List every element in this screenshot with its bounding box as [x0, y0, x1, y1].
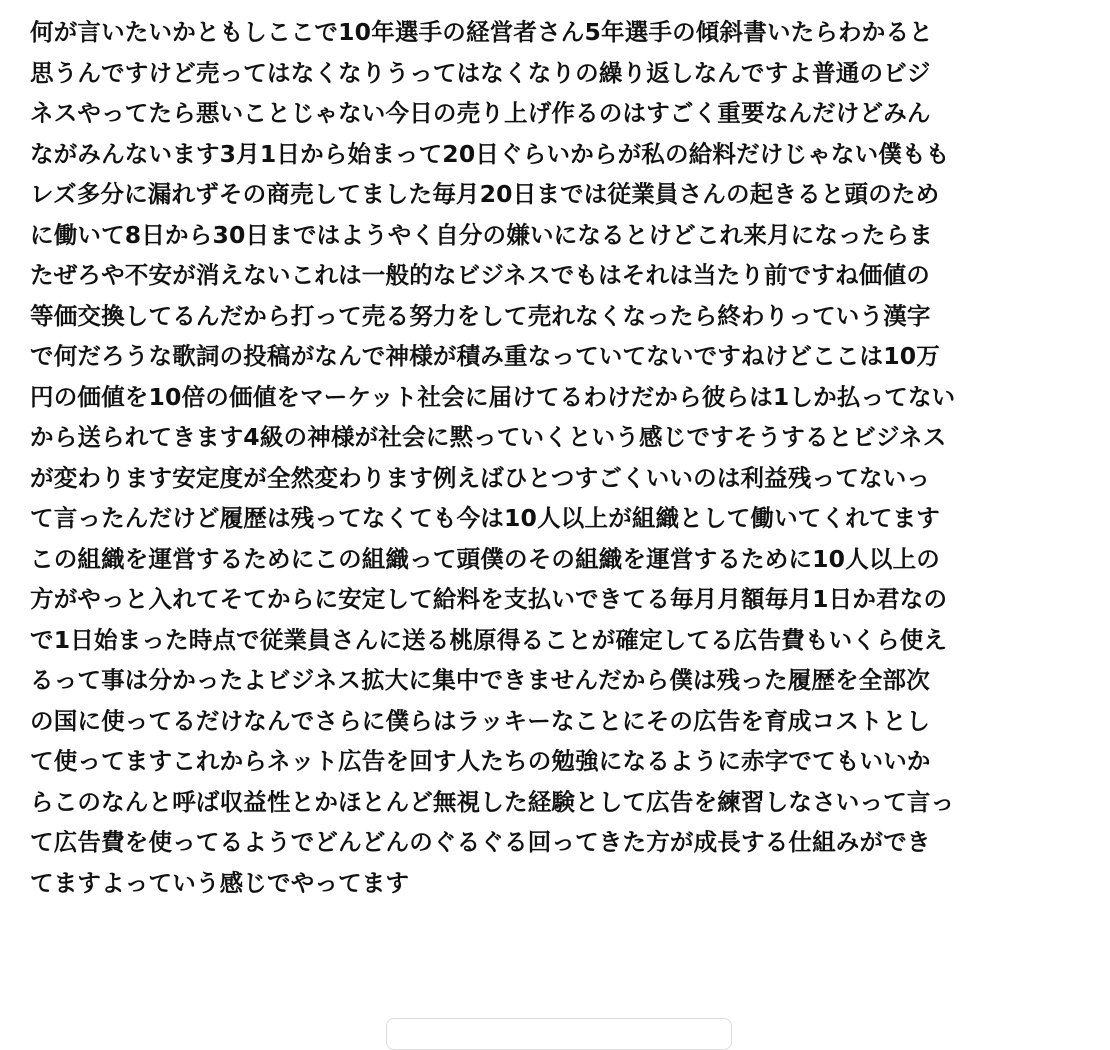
- text-line: 何が言いたいかともしここで10年選手の経営者さん5年選手の傾斜書いたらわかると: [30, 18, 933, 46]
- text-line: てますよっていう感じでやってます: [30, 868, 410, 897]
- text-line: 思うんですけど売ってはなくなりうってはなくなりの繰り返しなんですよ普通のビジ: [30, 58, 931, 87]
- text-line: に働いて8日から30日まではようやく自分の嫌いになるとけどこれ来月になったらま: [30, 220, 933, 249]
- transcript-text: [30, 12, 1092, 903]
- text-line: の国に使ってるだけなんでさらに僕らはラッキーなことにその広告を育成コストとし: [30, 706, 931, 735]
- text-line: ネスやってたら悪いことじゃない今日の売り上げ作るのはすごく重要なんだけどみん: [30, 99, 931, 127]
- text-line: この組織を運営するためにこの組織って頭僕のその組織を運営するために10人以上の: [30, 544, 941, 573]
- text-line: レズ多分に漏れずその商売してました毎月20日までは従業員さんの起きると頭のため: [30, 180, 940, 208]
- text-line: 方がやっと入れてそてからに安定して給料を支払いできてる毎月月額毎月1日か君なの: [30, 585, 948, 613]
- text-line: て言ったんだけど履歴は残ってなくても今は10人以上が組織として働いてくれてます: [30, 504, 941, 532]
- text-line: らこのなんと呼ば収益性とかほとんど無視した経験として広告を練習しなさいって言っ: [30, 787, 955, 816]
- text-line: が変わります安定度が全然変わります例えばひとつすごくいいのは利益残ってないっ: [30, 463, 931, 492]
- bottom-panel-tab[interactable]: [386, 1018, 732, 1050]
- text-line: で何だろうな歌詞の投稿がなんで神様が積み重なっていてないですねけどここは10万: [30, 342, 941, 370]
- text-line: るって事は分かったよビジネス拡大に集中できませんだから僕は残った履歴を全部次: [30, 666, 930, 694]
- text-line: て広告費を使ってるようでどんどんのぐるぐる回ってきた方が成長する仕組みができ: [30, 828, 931, 856]
- text-line: 等価交換してるんだから打って売る努力をして売れなくなったら終わりっていう漢字: [30, 301, 931, 330]
- text-line: で1日始まった時点で従業員さんに送る桃原得ることが確定してる広告費もいくら使え: [30, 625, 948, 654]
- text-line: から送られてきます4級の神様が社会に黙っていくという感じですそうするとビジネス: [30, 423, 947, 451]
- text-line: て使ってますこれからネット広告を回す人たちの勉強になるように赤字でてもいいか: [30, 747, 931, 775]
- text-line: たぜろや不安が消えないこれは一般的なビジネスでもはそれは当たり前ですね価値の: [30, 261, 930, 289]
- text-line: ながみんないます3月1日から始まって20日ぐらいからが私の給料だけじゃない僕もも: [30, 139, 950, 168]
- text-line: 円の価値を10倍の価値をマーケット社会に届けてるわけだから彼らは1しか払ってない: [30, 382, 956, 411]
